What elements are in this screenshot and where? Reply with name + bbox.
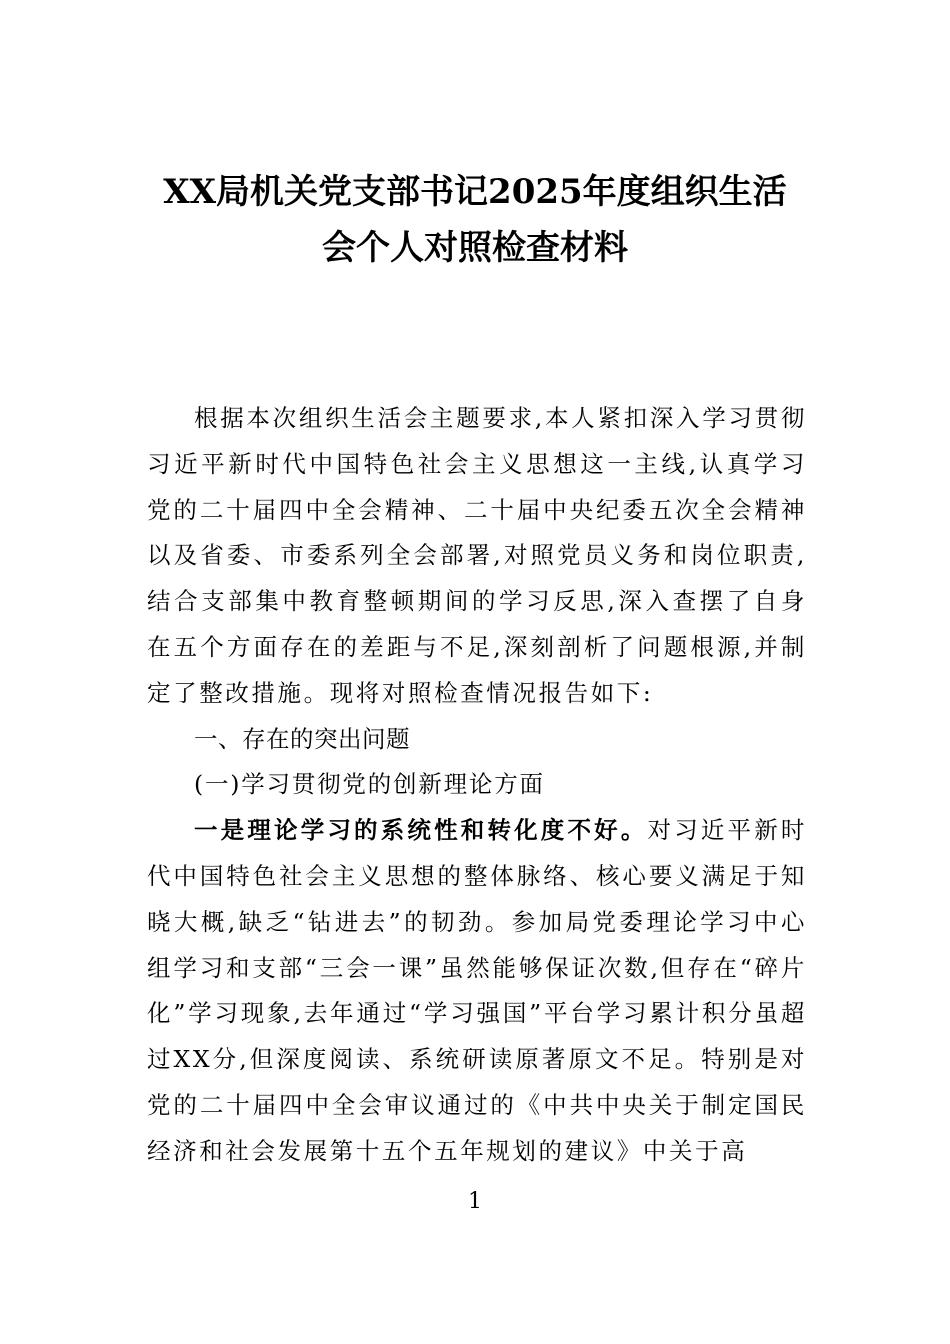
document-title [100, 164, 850, 276]
point-1-lead: 一是理论学习的系统性和转化度不好。 [194, 816, 648, 845]
page-number: 1 [468, 1189, 482, 1214]
point-1-paragraph [147, 808, 807, 1174]
intro-paragraph: 根据本次组织生活会主题要求,本人紧扣深入学习贯彻习近平新时代中国特色社会主义思想这一主线,认真学习党的二十届四中全会精神、二十届中央纪委五次全会精神以及省委、市委系列全会部署,对照党员义务和岗位职责,结合支部集中教育整顿期间的学习反思,深入查摆了自身在五个方面存在的差距与不足,深刻剖析了问题根源,并制定了整改措施。现将对照检查情况报告如下: [147, 404, 807, 707]
subsection-heading: (一)学习贯彻党的创新理论方面 [194, 770, 545, 799]
title-line-1: XX局机关党支部书记2025年度组织生活 [163, 172, 787, 212]
point-1-text: 对习近平新时代中国特色社会主义思想的整体脉络、核心要义满足于知晓大概,缺乏“钻进去”的韧劲。参加局党委理论学习中心组学习和支部“三会一课”虽然能够保证次数,但存在“碎片化”学习现象,去年通过“学习强国”平台学习累计积分虽超过XX分,但深度阅读、系统研读原著原文不足。特别是对党的二十届四中全会审议通过的《中共中央关于制定国民经济和社会发展第十五个五年规划的建议》中关于高 [147, 816, 807, 1165]
title-line-2: 会个人对照检查材料 [322, 228, 628, 268]
section-heading: 一、存在的突出问题 [194, 724, 410, 753]
document-body [147, 396, 807, 1175]
